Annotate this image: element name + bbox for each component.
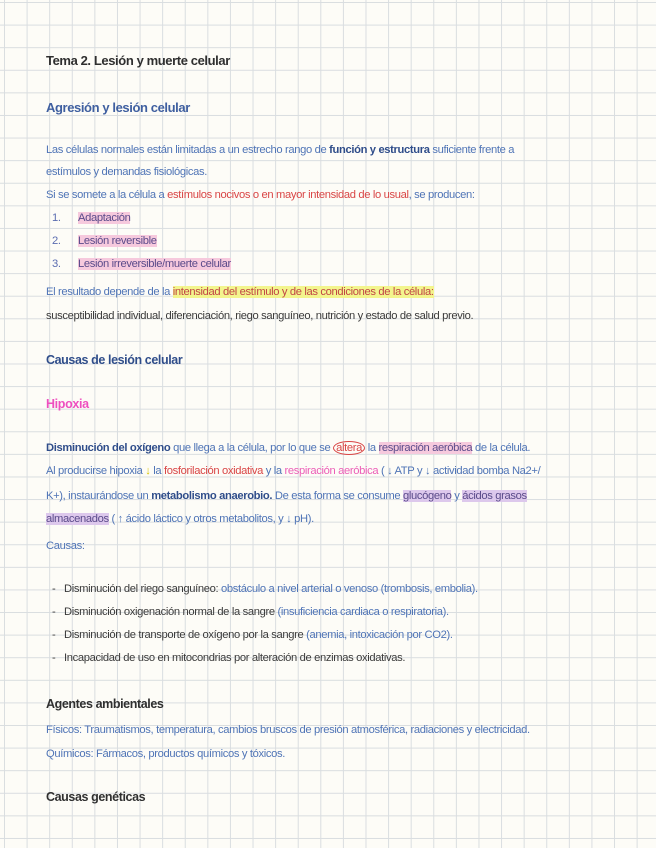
text-run-highlight: intensidad del estímulo y de las condiciones de la célula:	[172, 286, 434, 298]
subheading-agentes: Agentes ambientales	[46, 697, 164, 711]
paragraph-line: Físicos: Traumatismos, temperatura, cambios bruscos de presión atmosférica, radiaciones y electricidad.	[46, 724, 530, 736]
text-run-highlight: almacenados	[46, 513, 109, 525]
causes-label: Causas:	[46, 540, 85, 552]
list-number: 3.	[52, 258, 61, 270]
paragraph-line	[46, 189, 475, 201]
text-run: Disminución de transporte de oxígeno por la sangre	[64, 629, 307, 641]
text-run-highlight: ácidos grasos	[462, 490, 527, 502]
text-run: ( ↓ ATP y ↓ actividad bomba Na2+/	[378, 465, 541, 477]
text-run: la	[150, 465, 165, 477]
dash-bullet: -	[52, 583, 56, 595]
text-run: Si se somete a la célula a	[46, 189, 168, 201]
text-run-highlight: respiración aeróbica	[378, 442, 473, 454]
text-run-red: fosforilación oxidativa	[164, 465, 263, 477]
text-run-highlight: glucógeno	[402, 490, 452, 502]
paragraph-line	[46, 144, 514, 156]
paragraph-line: Químicos: Fármacos, productos químicos y tóxicos.	[46, 748, 286, 760]
dash-bullet: -	[52, 652, 56, 664]
text-run: Disminución del riego sanguíneo:	[64, 583, 221, 595]
list-label: Adaptación	[78, 212, 131, 224]
paragraph-line	[46, 465, 540, 477]
text-run-pink: respiración aeróbica	[284, 465, 379, 477]
paragraph-line	[46, 513, 314, 525]
list-item	[52, 583, 478, 595]
text-run: , se producen:	[408, 189, 475, 201]
text-run: y	[451, 490, 463, 502]
paragraph-line: estímulos y demandas fisiológicas.	[46, 166, 207, 178]
text-run: la	[364, 442, 379, 454]
list-item	[52, 235, 157, 247]
text-run: Disminución oxigenación normal de la sangre	[64, 606, 278, 618]
text-run: (insuficiencia cardiaca o respiratoria).	[277, 606, 449, 618]
text-run: obstáculo a nivel arterial o venoso (trombosis, embolia).	[220, 583, 478, 595]
text-run: suficiente frente a	[429, 144, 515, 156]
text-run: K+), instaurándose un	[46, 490, 152, 502]
text-run: y la	[262, 465, 285, 477]
section-heading-causas: Causas de lesión celular	[46, 353, 183, 367]
dash-bullet: -	[52, 606, 56, 618]
text-run: De esta forma se consume	[272, 490, 403, 502]
list-label: Lesión irreversible/muerte celular	[78, 258, 231, 270]
section-heading-agresion: Agresión y lesión celular	[46, 100, 190, 115]
text-run: Las células normales están limitadas a un estrecho rango de	[46, 144, 330, 156]
text-run-bold: Disminución del oxígeno	[46, 442, 171, 454]
text-run: ( ↑ ácido láctico y otros metabolitos, y ↓ pH).	[108, 513, 314, 525]
subheading-geneticas: Causas genéticas	[46, 790, 146, 804]
down-arrow-icon: ↓	[145, 465, 151, 477]
paragraph-line	[46, 442, 530, 454]
text-run: El resultado depende de la	[46, 286, 173, 298]
text-run-bold: metabolismo anaerobio.	[151, 490, 273, 502]
list-item	[52, 629, 453, 641]
dash-bullet: -	[52, 629, 56, 641]
text-run: que llega a la célula, por lo que se	[170, 442, 334, 454]
paragraph-line	[46, 490, 527, 502]
list-item	[52, 652, 405, 664]
subheading-hipoxia: Hipoxia	[46, 397, 89, 411]
list-item	[52, 606, 449, 618]
text-run: de la célula.	[472, 442, 531, 454]
list-item	[52, 212, 130, 224]
text-run-red: estímulos nocivos o en mayor intensidad de lo usual	[167, 189, 409, 201]
list-number: 2.	[52, 235, 61, 247]
paragraph-line	[46, 286, 434, 298]
list-number: 1.	[52, 212, 61, 224]
text-run: Al producirse hipoxia	[46, 465, 146, 477]
page-title: Tema 2. Lesión y muerte celular	[46, 53, 230, 68]
text-run: (anemia, intoxicación por CO2).	[306, 629, 453, 641]
text-run-bold: función y estructura	[329, 144, 430, 156]
text-run: Incapacidad de uso en mitocondrias por alteración de enzimas oxidativas.	[64, 652, 406, 664]
paragraph-line: susceptibilidad individual, diferenciación, riego sanguíneo, nutrición y estado de salud previo.	[46, 310, 474, 322]
list-label: Lesión reversible	[78, 235, 157, 247]
circled-word: altera	[333, 441, 365, 455]
list-item	[52, 258, 231, 270]
